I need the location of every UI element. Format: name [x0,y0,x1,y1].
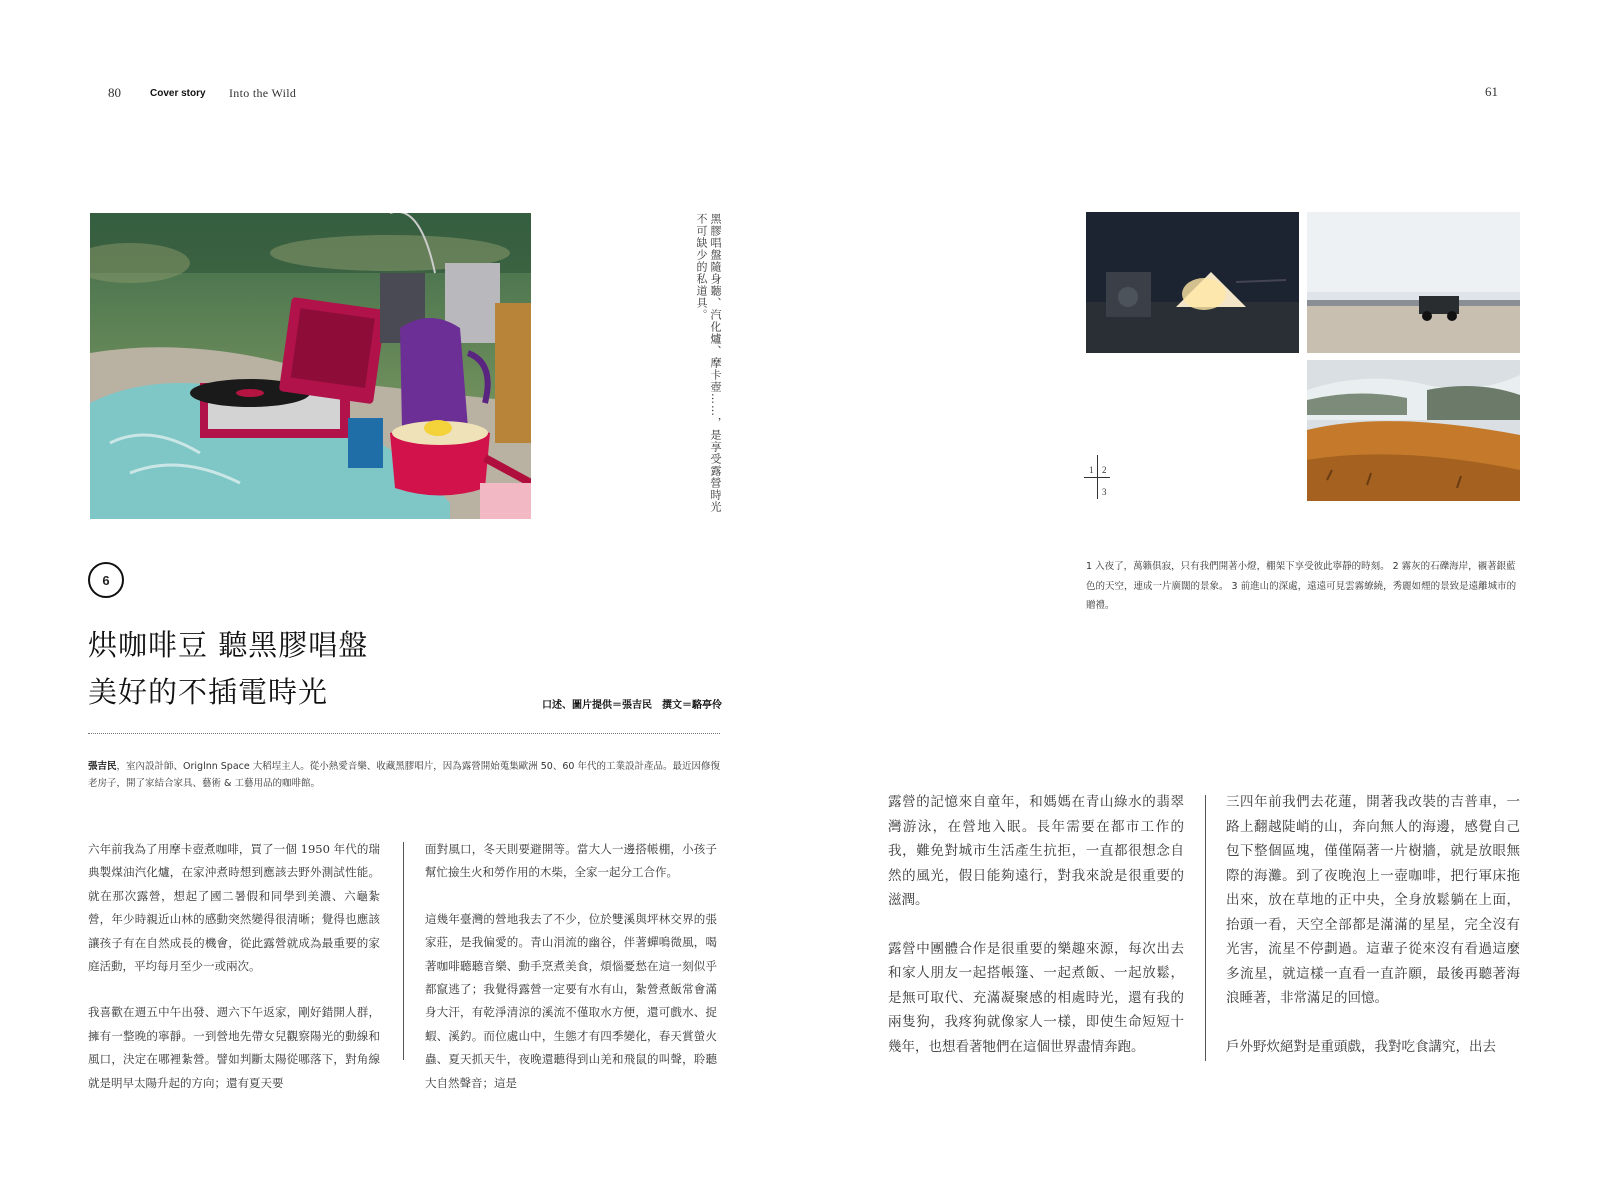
column-rule [1205,795,1206,1061]
photo-index-grid [1080,453,1120,503]
paragraph: 我喜歡在週五中午出發、週六下午返家，剛好錯開人群，擁有一整晚的寧靜。一到營地先帶女兒觀察陽光的動線和風口，決定在哪裡紮營。譬如判斷太陽從哪落下，對角線就是明早太陽升起的方向；還有夏天要 [88,1005,380,1090]
right-page-number: 61 [1485,84,1498,99]
paragraph: 戶外野炊絕對是重頭戲，我對吃食講究，出去 [1226,1038,1496,1055]
body-column-left-2 [425,838,717,1118]
bio-text: ，室內設計師、Origlnn Space 大稻埕主人。從小熱愛音樂、收藏黑膠唱片，因為露營開始蒐集歐洲 50、60 年代的工業設計產品。最近因修復老房子，開了家結合家具、藝術 & 工藝用品的咖啡館。 [88,761,720,789]
headline-line-2: 美好的不插電時光 [88,675,329,709]
photo-index-3: 3 [1102,487,1107,497]
beach-jeep-photo [1307,212,1520,353]
photo-index-1: 1 [1089,465,1094,475]
night-tent-photo [1086,212,1299,353]
body-column-left-1 [88,838,380,1118]
magazine-title: Into the Wild [229,86,297,100]
column-rule [403,842,404,1060]
paragraph: 這幾年臺灣的營地我去了不少，位於雙溪與坪林交界的張家莊，是我偏愛的。青山涓流的幽谷，伴著蟬鳴微風，喝著咖啡聽聽音樂、動手烹煮美食，煩惱憂愁在這一刻似乎都竄逃了；我覺得露營一定要有水有山，紮營煮飯常會滿身大汗，有乾淨清涼的溪流不僅取水方便，還可戲水、捉蝦、溪釣。而位處山中，生態才有四季變化，春天賞螢火蟲、夏天抓天牛，夜晚還聽得到山羌和飛鼠的叫聲，聆聽大自然聲音；這是 [425,911,717,1090]
left-page-number: 80 [108,85,121,100]
body-column-right-1 [888,790,1184,1083]
body-column-right-2 [1226,790,1520,1083]
paragraph: 露營中團體合作是很重要的樂趣來源，每次出去和家人朋友一起搭帳篷、一起煮飯、一起放鬆，是無可取代、充滿凝聚感的相處時光，還有我的兩隻狗，我疼狗就像家人一樣，即使生命短短十幾年，也想看著牠們在這個世界盡情奔跑。 [888,940,1184,1055]
turntable-picnic-photo [90,213,531,519]
paragraph: 六年前我為了用摩卡壺煮咖啡，買了一個 1950 年代的瑞典製煤油汽化爐，在家沖煮時想到應該去野外測試性能。就在那次露營，想起了國二暑假和同學到美濃、六龜紮營，年少時親近山林的感動突然變得很清晰；覺得也應該讓孩子有在自然成長的機會，從此露營就成為最重要的家庭活動，平均每月至少一或兩次。 [88,842,380,974]
mountain-clouds-photo [1307,360,1520,501]
section-label: Cover story [150,88,206,99]
bio-name: 張吉民 [88,761,117,772]
paragraph: 面對風口，冬天則要避開等。當大人一邊搭帳棚，小孩子幫忙撿生火和勞作用的木柴，全家一起分工合作。 [425,842,717,880]
photo-caption-vertical: 黑膠唱盤隨身聽、汽化爐、摩卡壺……，是享受露營時光不可缺少的私道具。 [695,213,722,513]
photos-caption: 1 入夜了，萬籟俱寂，只有我們開著小燈，棚架下享受彼此寧靜的時刻。 2 霧灰的石礫海岸，襯著銀藍色的天空，連成一片廣闊的景象。 3 前進山的深處，遠遠可見雲霧繚繞，秀麗如煙的景致是遠離城市的贈禮。 [1086,561,1517,611]
photo-index-2: 2 [1102,465,1107,475]
article-credit: 口述、圖片提供＝張吉民 撰文＝駱亭伶 [542,700,722,711]
paragraph: 三四年前我們去花蓮，開著我改裝的吉普車，一路上翻越陡峭的山，奔向無人的海邊，感覺自己包下整個區塊，僅僅隔著一片樹牆，就是放眼無際的海灘。到了夜晚泡上一壺咖啡，把行軍床拖出來，放在草地的正中央，全身放鬆躺在上面，抬頭一看，天空全部都是滿滿的星星，完全沒有光害，流星不停劃過。這輩子從來沒有看過這麼多流星，就這樣一直看一直許願，最後再聽著海浪睡著，非常滿足的回憶。 [1226,794,1520,1006]
section-divider [88,733,720,734]
paragraph: 露營的記憶來自童年，和媽媽在青山綠水的翡翠灣游泳，在營地入眠。長年需要在都市工作的我，難免對城市生活產生抗拒，一直都很想念自然的風光，假日能夠遠行，對我來說是很重要的滋潤。 [888,794,1184,908]
headline-line-1: 烘咖啡豆 聽黑膠唱盤 [88,628,369,662]
author-bio [88,758,722,792]
feature-number-badge: 6 [88,562,124,598]
